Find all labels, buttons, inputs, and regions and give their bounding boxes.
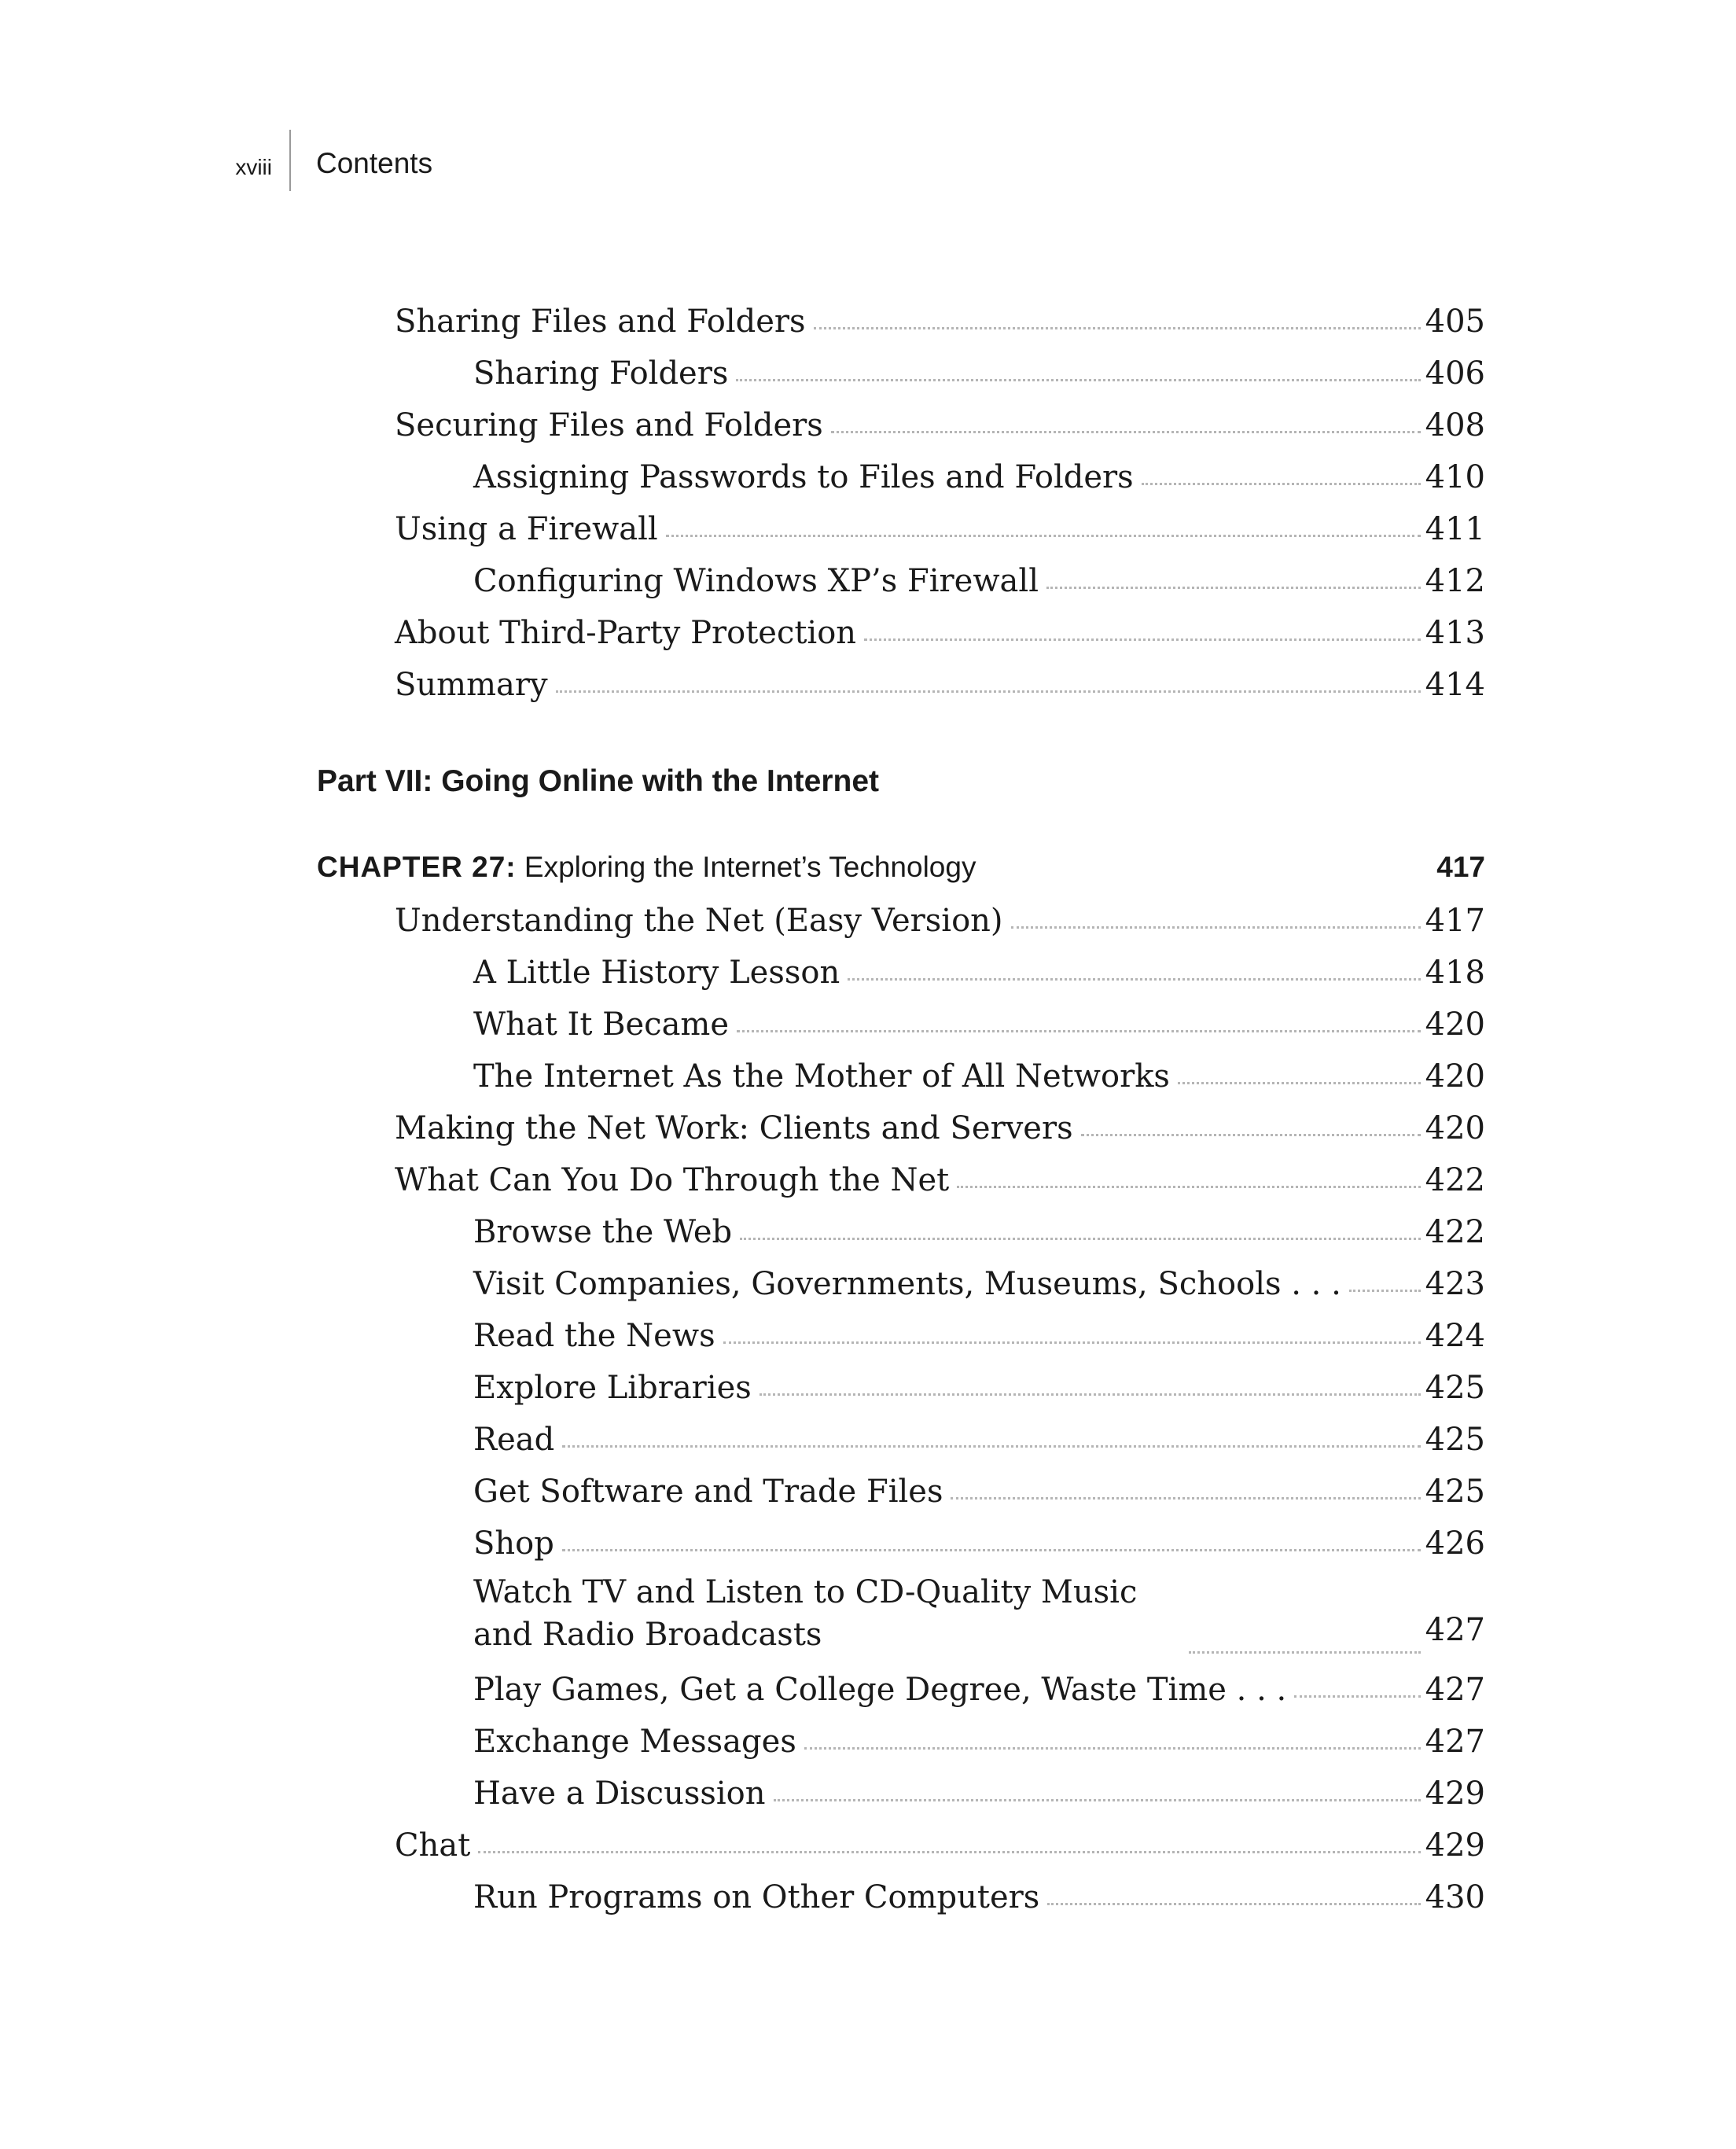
toc-entry-title: A Little History Lesson bbox=[473, 955, 840, 991]
toc-entry-title: Visit Companies, Governments, Museums, Schools . . . bbox=[473, 1266, 1341, 1302]
dot-leader bbox=[1142, 483, 1421, 485]
toc-entry bbox=[395, 1820, 1485, 1871]
dot-leader bbox=[736, 379, 1420, 381]
toc-entry-title: Have a Discussion bbox=[473, 1776, 766, 1812]
toc-entry-title: Understanding the Net (Easy Version) bbox=[395, 903, 1003, 939]
toc-entry-page: 418 bbox=[1425, 955, 1485, 991]
toc-entry-page: 414 bbox=[1425, 667, 1485, 703]
toc-entry-title: Read bbox=[473, 1422, 555, 1458]
toc-entry-title: The Internet As the Mother of All Networks bbox=[473, 1058, 1170, 1095]
part-heading: Part VII: Going Online with the Internet bbox=[317, 764, 880, 798]
dot-leader bbox=[1349, 1290, 1421, 1292]
toc-entry-page: 408 bbox=[1425, 407, 1485, 443]
toc-entry-title: Run Programs on Other Computers bbox=[473, 1879, 1040, 1915]
toc-entry-page: 429 bbox=[1425, 1827, 1485, 1864]
chapter-page-number: 417 bbox=[1436, 851, 1485, 883]
dot-leader bbox=[760, 1393, 1421, 1396]
toc-entry-page: 425 bbox=[1425, 1422, 1485, 1458]
toc-entry bbox=[473, 1466, 1485, 1518]
toc-entry bbox=[473, 947, 1485, 999]
dot-leader bbox=[1294, 1695, 1420, 1698]
toc-entry-title: Sharing Files and Folders bbox=[395, 304, 806, 340]
toc-entry-title: What Can You Do Through the Net bbox=[395, 1162, 950, 1198]
toc-entry-page: 417 bbox=[1425, 903, 1485, 939]
toc-entry-title: Sharing Folders bbox=[473, 355, 729, 392]
toc-entry bbox=[473, 1518, 1485, 1569]
toc-entry-title: About Third-Party Protection bbox=[395, 615, 857, 651]
toc-entry-page: 425 bbox=[1425, 1474, 1485, 1510]
dot-leader bbox=[831, 431, 1421, 433]
toc-entry-title: Read the News bbox=[473, 1318, 715, 1354]
toc-entry-page: 422 bbox=[1425, 1162, 1485, 1198]
dot-leader bbox=[562, 1549, 1421, 1551]
chapter-heading bbox=[317, 851, 1485, 884]
chapter-title: Exploring the Internet’s Technology bbox=[524, 851, 977, 883]
toc-entry-page: 430 bbox=[1425, 1879, 1485, 1915]
toc-entry-title: Explore Libraries bbox=[473, 1370, 752, 1406]
toc-entry-page: 427 bbox=[1425, 1724, 1485, 1760]
toc-entry-page: 422 bbox=[1425, 1214, 1485, 1250]
toc-entry bbox=[473, 999, 1485, 1051]
toc-entry bbox=[473, 1310, 1485, 1362]
dot-leader bbox=[562, 1445, 1420, 1448]
dot-leader bbox=[864, 638, 1421, 641]
dot-leader bbox=[1178, 1082, 1421, 1084]
toc-entry bbox=[473, 348, 1485, 399]
toc-entry-page: 423 bbox=[1425, 1266, 1485, 1302]
toc-entry-title: Summary bbox=[395, 667, 548, 703]
toc-entry bbox=[395, 1154, 1485, 1206]
dot-leader bbox=[951, 1497, 1420, 1500]
toc-entry bbox=[473, 1871, 1485, 1923]
toc-entry-title: Shop bbox=[473, 1525, 554, 1562]
toc-entry-title: Configuring Windows XP’s Firewall bbox=[473, 563, 1039, 599]
toc-entry bbox=[473, 1716, 1485, 1768]
dot-leader bbox=[556, 690, 1421, 693]
dot-leader bbox=[666, 535, 1421, 537]
toc-entry-title: Securing Files and Folders bbox=[395, 407, 823, 443]
toc-entry bbox=[395, 659, 1485, 711]
toc-entry-title: Play Games, Get a College Degree, Waste Time . . . bbox=[473, 1672, 1287, 1708]
toc-entry-title: Chat bbox=[395, 1827, 471, 1864]
dot-leader bbox=[1189, 1651, 1421, 1654]
toc-entry-page: 410 bbox=[1425, 459, 1485, 495]
dot-leader bbox=[774, 1799, 1421, 1801]
page-number: xviii bbox=[235, 155, 272, 179]
toc-entry-page: 413 bbox=[1425, 615, 1485, 651]
toc-entry-page: 426 bbox=[1425, 1525, 1485, 1562]
toc-entry-page: 406 bbox=[1425, 355, 1485, 392]
toc-entry-page: 420 bbox=[1425, 1110, 1485, 1146]
dot-leader bbox=[723, 1341, 1421, 1344]
toc-entry-title: Browse the Web bbox=[473, 1214, 733, 1250]
dot-leader bbox=[814, 327, 1421, 329]
dot-leader bbox=[804, 1747, 1421, 1750]
toc-entry bbox=[473, 1362, 1485, 1414]
toc-entry bbox=[473, 1258, 1485, 1310]
toc-entry bbox=[395, 895, 1485, 947]
dot-leader bbox=[1047, 1903, 1420, 1905]
toc-entry bbox=[395, 1102, 1485, 1154]
chapter-title-group bbox=[317, 851, 976, 884]
toc-entry-page: 411 bbox=[1425, 511, 1485, 547]
toc-entry-page: 420 bbox=[1425, 1006, 1485, 1043]
dot-leader bbox=[1011, 926, 1421, 929]
toc-entry-title: Making the Net Work: Clients and Servers bbox=[395, 1110, 1073, 1146]
toc-entry bbox=[395, 296, 1485, 348]
toc-entry-page: 412 bbox=[1425, 563, 1485, 599]
dot-leader bbox=[1081, 1134, 1421, 1136]
running-header-title: Contents bbox=[316, 147, 433, 179]
toc-entry bbox=[473, 1664, 1485, 1716]
toc-entry bbox=[473, 555, 1485, 607]
toc-entry bbox=[473, 1051, 1485, 1102]
dot-leader bbox=[957, 1186, 1420, 1188]
toc-entry-page: 424 bbox=[1425, 1318, 1485, 1354]
toc-entry bbox=[395, 399, 1485, 451]
toc-entry-title: What It Became bbox=[473, 1006, 730, 1043]
toc-entry-page: 427 bbox=[1425, 1672, 1485, 1708]
toc-entry-title: Get Software and Trade Files bbox=[473, 1474, 943, 1510]
toc-entry-page: 425 bbox=[1425, 1370, 1485, 1406]
dot-leader bbox=[848, 978, 1420, 981]
toc-entry-page: 405 bbox=[1425, 304, 1485, 340]
dot-leader bbox=[1046, 587, 1421, 589]
toc-entry bbox=[395, 503, 1485, 555]
toc-entry bbox=[473, 1571, 1485, 1656]
toc-entry-page: 420 bbox=[1425, 1058, 1485, 1095]
dot-leader bbox=[478, 1851, 1420, 1853]
toc-entry-page: 429 bbox=[1425, 1776, 1485, 1812]
toc-entry-title: Assigning Passwords to Files and Folders bbox=[473, 459, 1134, 495]
toc-entry bbox=[473, 1414, 1485, 1466]
toc-entry bbox=[473, 1206, 1485, 1258]
toc-entry-title: Exchange Messages bbox=[473, 1724, 796, 1760]
chapter-label: CHAPTER 27: bbox=[317, 851, 517, 883]
toc-entry-title: Watch TV and Listen to CD-Quality Music and Radio Broadcasts bbox=[473, 1574, 1138, 1653]
toc-entry-page: 427 bbox=[1425, 1612, 1485, 1648]
toc-entry bbox=[473, 451, 1485, 503]
dot-leader bbox=[737, 1030, 1421, 1032]
header-divider bbox=[289, 130, 291, 191]
toc-entry bbox=[395, 607, 1485, 659]
toc-entry-title: Using a Firewall bbox=[395, 511, 658, 547]
toc-entry bbox=[473, 1768, 1485, 1820]
dot-leader bbox=[740, 1238, 1421, 1240]
